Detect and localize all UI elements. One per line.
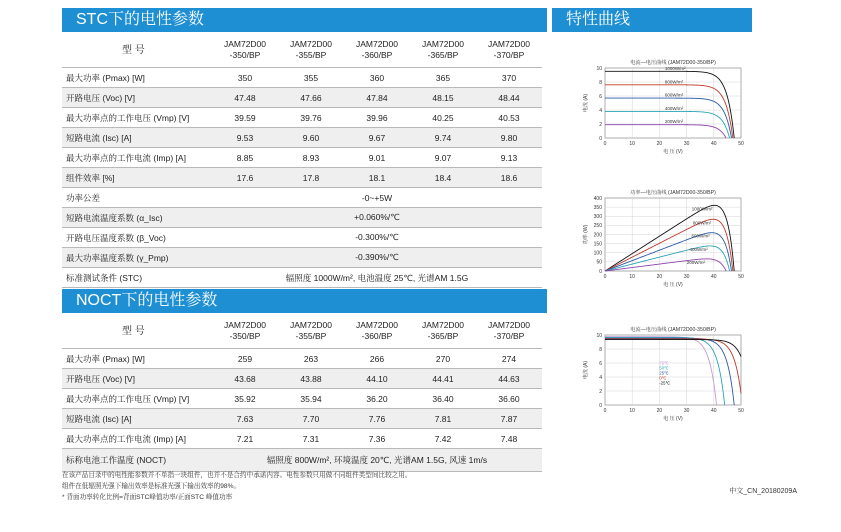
model-header	[476, 314, 542, 349]
model-label: 型 号	[62, 33, 212, 68]
footnote-line: 在该产品目录中的电性能参数并不单指一块组件，也并不是合约中承诺内容。电性参数只用做不同组件类型间比较之用。	[62, 472, 412, 479]
row-label: 开路电压温度系数 (β_Voc)	[62, 228, 212, 248]
cell: 7.42	[410, 429, 476, 449]
pv-curve-irradiance-chart	[565, 185, 765, 293]
cell: 48.15	[410, 88, 476, 108]
row-label: 开路电压 (Voc) [V]	[62, 369, 212, 389]
curves-title-banner	[552, 8, 752, 32]
cell: 18.4	[410, 168, 476, 188]
model-name: JAM72D00	[223, 39, 267, 49]
y-tick-label: 50	[596, 259, 602, 266]
y-tick-label: 400	[593, 195, 602, 202]
cell: 47.84	[344, 88, 410, 108]
legend-entry: 25℃	[659, 370, 669, 376]
cell: +0.060%/℃	[212, 208, 542, 228]
y-tick-label: 4	[599, 107, 602, 114]
plot-area	[605, 335, 741, 405]
footnotes	[62, 470, 411, 503]
legend-entry: 75℃	[659, 360, 669, 366]
cell: 40.25	[410, 108, 476, 128]
model-name: JAM72D00	[355, 320, 399, 330]
cell: 7.21	[212, 429, 278, 449]
cell: 44.41	[410, 369, 476, 389]
y-tick-label: 200	[593, 232, 602, 239]
x-tick-label: 50	[738, 141, 744, 147]
y-tick-label: 150	[593, 241, 602, 248]
model-suffix: -370/BP	[493, 50, 525, 60]
model-suffix: -355/BP	[295, 50, 327, 60]
legend-entry: 50℃	[659, 365, 669, 371]
table-row	[62, 168, 542, 188]
cell: 266	[344, 349, 410, 369]
row-label: 短路电流 (Isc) [A]	[62, 409, 212, 429]
y-tick-label: 10	[596, 65, 602, 72]
cell: 35.94	[278, 389, 344, 409]
stc-title-banner	[62, 8, 547, 32]
model-header	[212, 33, 278, 68]
cell: 36.40	[410, 389, 476, 409]
x-tick-label: 10	[629, 408, 635, 414]
x-tick-label: 30	[683, 141, 690, 147]
curves-title: 特性曲线	[566, 11, 631, 28]
y-tick-label: 8	[599, 346, 602, 353]
cell: 43.68	[212, 369, 278, 389]
y-tick-label: 6	[599, 360, 602, 367]
cell: 17.6	[212, 168, 278, 188]
iv-curve-temperature-chart	[565, 322, 765, 427]
model-name: JAM72D00	[223, 320, 267, 330]
cell: 辐照度 800W/m², 环境温度 20℃, 光谱AM 1.5G, 风速 1m/s	[212, 449, 542, 472]
y-axis-label: 电流 (A)	[583, 360, 589, 380]
x-tick-label: 20	[656, 274, 663, 280]
x-tick-label: 50	[738, 274, 744, 280]
series-label: 800W/m²	[664, 79, 684, 85]
cell: 259	[212, 349, 278, 369]
x-tick-label: 10	[629, 274, 635, 280]
row-label: 开路电压 (Voc) [V]	[62, 88, 212, 108]
y-tick-label: 0	[599, 135, 602, 142]
table-row	[62, 409, 542, 429]
model-name: JAM72D00	[487, 320, 531, 330]
model-suffix: -350/BP	[229, 50, 261, 60]
cell: 7.36	[344, 429, 410, 449]
row-label: 标准测试条件 (STC)	[62, 268, 212, 288]
table-row	[62, 88, 542, 108]
cell: 39.76	[278, 108, 344, 128]
x-tick-label: 40	[711, 274, 717, 280]
x-tick-label: 20	[656, 408, 663, 414]
row-label: 最大功率点的工作电流 (Imp) [A]	[62, 429, 212, 449]
x-tick-label: 40	[711, 408, 717, 414]
cell: 263	[278, 349, 344, 369]
cell: 35.92	[212, 389, 278, 409]
table-row	[62, 208, 542, 228]
model-header	[212, 314, 278, 349]
series-label: 200W/m²	[664, 119, 684, 125]
cell: 7.76	[344, 409, 410, 429]
model-suffix: -365/BP	[427, 331, 459, 341]
cell: 辐照度 1000W/m², 电池温度 25℃, 光谱AM 1.5G	[212, 268, 542, 288]
table-row	[62, 389, 542, 409]
x-tick-label: 20	[656, 141, 663, 147]
row-label: 组件效率 [%]	[62, 168, 212, 188]
series-label: 600W/m²	[664, 92, 684, 98]
cell: 7.31	[278, 429, 344, 449]
model-name: JAM72D00	[487, 39, 531, 49]
x-tick-label: 30	[683, 408, 690, 414]
footnote-line: 组件在低辐照光强下输出效率是标准光强下输出效率的98%。	[62, 483, 241, 490]
y-tick-label: 10	[596, 332, 602, 339]
series-label: 800W/m²	[692, 220, 712, 226]
model-suffix: -360/BP	[361, 331, 393, 341]
noct-title-banner	[62, 289, 547, 313]
model-suffix: -370/BP	[493, 331, 525, 341]
x-tick-label: 0	[603, 274, 607, 280]
row-label: 最大功率温度系数 (γ_Pmp)	[62, 248, 212, 268]
y-tick-label: 0	[599, 402, 602, 409]
table-row	[62, 369, 542, 389]
series-label: 600W/m²	[691, 233, 710, 239]
x-axis-label: 电 压 (V)	[663, 416, 683, 422]
table-row	[62, 68, 542, 88]
chart-title: 功率—电压曲线 (JAM72D00-350/BP)	[630, 190, 716, 196]
cell: 9.80	[476, 128, 542, 148]
stc-title: STC下的电性参数	[76, 11, 205, 28]
row-label: 最大功率点的工作电压 (Vmp) [V]	[62, 108, 212, 128]
legend-entry: 0℃	[659, 375, 667, 381]
cell: -0.390%/℃	[212, 248, 542, 268]
series-label: 400W/m²	[664, 105, 684, 111]
model-header	[344, 314, 410, 349]
chart-title: 电流—电压曲线 (JAM72D00-350/BP)	[630, 60, 716, 66]
cell: 9.67	[344, 128, 410, 148]
x-axis-label: 电 压 (V)	[663, 282, 683, 288]
noct-header-row	[62, 314, 542, 349]
y-tick-label: 2	[599, 121, 602, 128]
x-tick-label: 30	[683, 274, 690, 280]
row-label: 最大功率点的工作电压 (Vmp) [V]	[62, 389, 212, 409]
model-name: JAM72D00	[289, 320, 333, 330]
x-tick-label: 0	[603, 141, 607, 147]
cell: 9.01	[344, 148, 410, 168]
y-tick-label: 350	[593, 204, 602, 211]
chart-title: 电流—电压曲线 (JAM72D00-350/BP)	[630, 327, 716, 333]
cell: 18.1	[344, 168, 410, 188]
noct-spec-table	[62, 314, 542, 472]
table-row	[62, 349, 542, 369]
series-label: 400W/m²	[689, 246, 708, 252]
row-label: 功率公差	[62, 188, 212, 208]
model-name: JAM72D00	[421, 320, 465, 330]
cell: 8.85	[212, 148, 278, 168]
x-tick-label: 50	[738, 408, 744, 414]
cell: 7.48	[476, 429, 542, 449]
table-row	[62, 268, 542, 288]
cell: 47.48	[212, 88, 278, 108]
table-row	[62, 429, 542, 449]
stc-spec-table	[62, 33, 542, 288]
cell: 9.53	[212, 128, 278, 148]
table-row	[62, 108, 542, 128]
cell: 9.13	[476, 148, 542, 168]
model-header	[278, 33, 344, 68]
y-tick-label: 2	[599, 388, 602, 395]
cell: 7.87	[476, 409, 542, 429]
table-row	[62, 128, 542, 148]
legend-entry: -25℃	[659, 380, 671, 386]
series-label: 1000W/m²	[691, 206, 713, 212]
row-label: 最大功率 (Pmax) [W]	[62, 68, 212, 88]
cell: 9.74	[410, 128, 476, 148]
y-tick-label: 100	[593, 250, 602, 257]
cell: 370	[476, 68, 542, 88]
model-suffix: -350/BP	[229, 331, 261, 341]
cell: 39.96	[344, 108, 410, 128]
model-suffix: -360/BP	[361, 50, 393, 60]
y-tick-label: 6	[599, 93, 602, 100]
table-row	[62, 228, 542, 248]
cell: 40.53	[476, 108, 542, 128]
cell: 43.88	[278, 369, 344, 389]
noct-title: NOCT下的电性参数	[76, 292, 218, 309]
model-name: JAM72D00	[421, 39, 465, 49]
cell: 17.8	[278, 168, 344, 188]
model-suffix: -365/BP	[427, 50, 459, 60]
model-header	[344, 33, 410, 68]
cell: 365	[410, 68, 476, 88]
row-label: 最大功率 (Pmax) [W]	[62, 349, 212, 369]
cell: 36.20	[344, 389, 410, 409]
cell: 7.70	[278, 409, 344, 429]
table-row	[62, 188, 542, 208]
model-suffix: -355/BP	[295, 331, 327, 341]
y-tick-label: 300	[593, 214, 602, 221]
row-label: 短路电流 (Isc) [A]	[62, 128, 212, 148]
cell: 355	[278, 68, 344, 88]
cell: 36.60	[476, 389, 542, 409]
x-tick-label: 40	[711, 141, 717, 147]
model-label: 型 号	[62, 314, 212, 349]
x-tick-label: 0	[603, 408, 607, 414]
series-label: 1000W/m²	[664, 65, 686, 71]
cell: 44.10	[344, 369, 410, 389]
y-tick-label: 250	[593, 223, 602, 230]
model-name: JAM72D00	[355, 39, 399, 49]
model-header	[410, 314, 476, 349]
row-label: 最大功率点的工作电流 (Imp) [A]	[62, 148, 212, 168]
y-tick-label: 0	[599, 268, 602, 275]
footnote-line: * 背面功率转化比例=背面STC峰值功率/正面STC 峰值功率	[62, 494, 233, 501]
iv-curve-irradiance-chart	[565, 55, 765, 160]
cell: 7.81	[410, 409, 476, 429]
model-header	[476, 33, 542, 68]
y-axis-label: 功率 (W)	[583, 224, 589, 245]
cell: 360	[344, 68, 410, 88]
cell: 7.63	[212, 409, 278, 429]
table-row	[62, 248, 542, 268]
x-tick-label: 10	[629, 141, 635, 147]
cell: 39.59	[212, 108, 278, 128]
table-row	[62, 148, 542, 168]
cell: 18.6	[476, 168, 542, 188]
cell: 48.44	[476, 88, 542, 108]
cell: 350	[212, 68, 278, 88]
cell: 44.63	[476, 369, 542, 389]
row-label: 短路电流温度系数 (α_Isc)	[62, 208, 212, 228]
cell: 9.60	[278, 128, 344, 148]
row-label: 标称电池工作温度 (NOCT)	[62, 449, 212, 472]
cell: 8.93	[278, 148, 344, 168]
model-name: JAM72D00	[289, 39, 333, 49]
cell: -0.300%/℃	[212, 228, 542, 248]
document-code: 中文_CN_20180209A	[729, 488, 797, 495]
x-axis-label: 电 压 (V)	[663, 149, 683, 155]
cell: 274	[476, 349, 542, 369]
stc-header-row	[62, 33, 542, 68]
table-row	[62, 449, 542, 472]
y-tick-label: 8	[599, 79, 602, 86]
y-tick-label: 4	[599, 374, 602, 381]
model-header	[410, 33, 476, 68]
cell: 270	[410, 349, 476, 369]
series-label: 200W/m²	[686, 259, 705, 265]
cell: -0~+5W	[212, 188, 542, 208]
y-axis-label: 电流 (A)	[583, 93, 589, 113]
cell: 47.66	[278, 88, 344, 108]
model-header	[278, 314, 344, 349]
cell: 9.07	[410, 148, 476, 168]
